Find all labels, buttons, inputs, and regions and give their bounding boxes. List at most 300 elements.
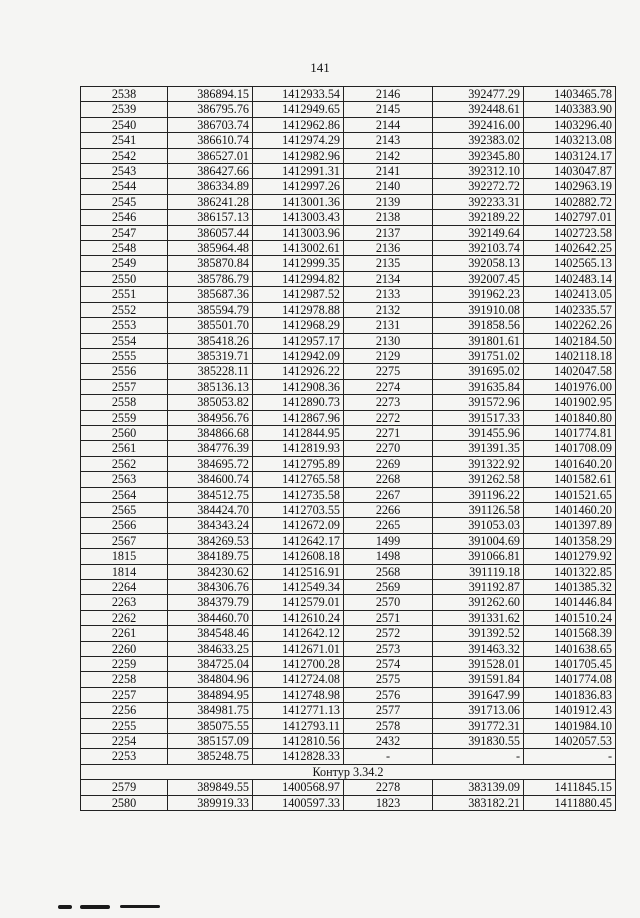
table-cell: 1412867.96 <box>253 410 344 425</box>
table-cell: 385418.26 <box>168 333 253 348</box>
table-cell: 2550 <box>81 271 168 286</box>
table-cell: 2269 <box>344 456 433 471</box>
table-cell: 385228.11 <box>168 364 253 379</box>
table-cell: 384981.75 <box>168 703 253 718</box>
table-cell: 1412771.13 <box>253 703 344 718</box>
table-cell: 392477.29 <box>433 87 524 102</box>
table-row <box>81 672 616 687</box>
table-cell: 1403296.40 <box>524 117 616 132</box>
coordinates-table-body-b <box>81 780 616 811</box>
table-cell: 385687.36 <box>168 287 253 302</box>
table-cell: 1413003.96 <box>253 225 344 240</box>
table-cell: 1413003.43 <box>253 210 344 225</box>
table-cell: 2132 <box>344 302 433 317</box>
table-cell: 2580 <box>81 795 168 810</box>
table-cell: 2256 <box>81 703 168 718</box>
table-cell: 2278 <box>344 780 433 795</box>
table-cell: 385501.70 <box>168 318 253 333</box>
table-cell: 1412890.73 <box>253 395 344 410</box>
table-cell: 1412700.28 <box>253 657 344 672</box>
table-row <box>81 164 616 179</box>
table-row <box>81 549 616 564</box>
table-row <box>81 718 616 733</box>
table-cell: 2272 <box>344 410 433 425</box>
table-cell: 384695.72 <box>168 456 253 471</box>
table-cell: 391391.35 <box>433 441 524 456</box>
table-row <box>81 271 616 286</box>
table-cell: 391119.18 <box>433 564 524 579</box>
table-cell: 2567 <box>81 533 168 548</box>
table-cell: 2131 <box>344 318 433 333</box>
table-cell: 2139 <box>344 194 433 209</box>
table-cell: 392345.80 <box>433 148 524 163</box>
table-cell: 385319.71 <box>168 348 253 363</box>
table-cell: 2268 <box>344 472 433 487</box>
table-cell: 383182.21 <box>433 795 524 810</box>
table-cell: 1412991.31 <box>253 164 344 179</box>
table-cell: 1402335.57 <box>524 302 616 317</box>
table-cell: 1412672.09 <box>253 518 344 533</box>
table-cell: 1401521.65 <box>524 487 616 502</box>
table-row <box>81 333 616 348</box>
section-header-row <box>81 764 616 779</box>
table-cell: 1412608.18 <box>253 549 344 564</box>
table-cell: - <box>524 749 616 764</box>
section-header-body <box>81 764 616 779</box>
table-cell: 1412957.17 <box>253 333 344 348</box>
table-cell: 1403124.17 <box>524 148 616 163</box>
table-cell: 2274 <box>344 379 433 394</box>
table-cell: 384460.70 <box>168 610 253 625</box>
table-cell: 1402184.50 <box>524 333 616 348</box>
table-cell: 392058.13 <box>433 256 524 271</box>
table-row <box>81 225 616 240</box>
table-cell: 1402963.19 <box>524 179 616 194</box>
table-cell: 384600.74 <box>168 472 253 487</box>
table-cell: 1412642.12 <box>253 626 344 641</box>
table-cell: 1401774.08 <box>524 672 616 687</box>
table-cell: 2549 <box>81 256 168 271</box>
table-cell: 2258 <box>81 672 168 687</box>
table-cell: 2551 <box>81 287 168 302</box>
table-cell: 384424.70 <box>168 502 253 517</box>
table-row <box>81 657 616 672</box>
table-cell: 1412997.26 <box>253 179 344 194</box>
table-row <box>81 626 616 641</box>
table-cell: 2571 <box>344 610 433 625</box>
table-cell: 2260 <box>81 641 168 656</box>
table-cell: 1412795.89 <box>253 456 344 471</box>
table-cell: 1412908.36 <box>253 379 344 394</box>
table-cell: 1412926.22 <box>253 364 344 379</box>
table-row <box>81 487 616 502</box>
table-cell: 384269.53 <box>168 533 253 548</box>
table-cell: 1401510.24 <box>524 610 616 625</box>
table-cell: 1412748.98 <box>253 687 344 702</box>
table-cell: 1412819.93 <box>253 441 344 456</box>
table-cell: 2543 <box>81 164 168 179</box>
table-cell: 2145 <box>344 102 433 117</box>
table-cell: 386334.89 <box>168 179 253 194</box>
table-cell: 1401640.20 <box>524 456 616 471</box>
table-cell: 1412974.29 <box>253 133 344 148</box>
table-cell: 2540 <box>81 117 168 132</box>
table-cell: 2136 <box>344 241 433 256</box>
table-cell: 1411880.45 <box>524 795 616 810</box>
table-cell: 1412933.54 <box>253 87 344 102</box>
table-cell: 391262.60 <box>433 595 524 610</box>
table-cell: 392103.74 <box>433 241 524 256</box>
table-row <box>81 87 616 102</box>
table-cell: 1412982.96 <box>253 148 344 163</box>
table-row <box>81 610 616 625</box>
coordinates-table-body-a <box>81 87 616 765</box>
table-cell: 2570 <box>344 595 433 610</box>
table-cell: 1412765.58 <box>253 472 344 487</box>
table-cell: 1412844.95 <box>253 425 344 440</box>
table-cell: 1402262.26 <box>524 318 616 333</box>
table-cell: 2140 <box>344 179 433 194</box>
table-cell: 386157.13 <box>168 210 253 225</box>
table-cell: 2542 <box>81 148 168 163</box>
table-cell: 386057.44 <box>168 225 253 240</box>
table-cell: 2565 <box>81 502 168 517</box>
table-cell: 2255 <box>81 718 168 733</box>
table-cell: 1402057.53 <box>524 734 616 749</box>
table-cell: 2267 <box>344 487 433 502</box>
table-cell: 391858.56 <box>433 318 524 333</box>
table-cell: 2556 <box>81 364 168 379</box>
table-cell: 389919.33 <box>168 795 253 810</box>
table-cell: 1412978.88 <box>253 302 344 317</box>
table-cell: 1823 <box>344 795 433 810</box>
table-cell: 2271 <box>344 425 433 440</box>
table-cell: 392312.10 <box>433 164 524 179</box>
table-cell: 1412962.86 <box>253 117 344 132</box>
table-cell: 391517.33 <box>433 410 524 425</box>
table-cell: 2134 <box>344 271 433 286</box>
table-cell: 2265 <box>344 518 433 533</box>
table-cell: 1412810.56 <box>253 734 344 749</box>
table-cell: 385157.09 <box>168 734 253 749</box>
table-cell: 391772.31 <box>433 718 524 733</box>
table-row <box>81 256 616 271</box>
table-cell: 391713.06 <box>433 703 524 718</box>
table-cell: 1402723.58 <box>524 225 616 240</box>
table-cell: 2579 <box>81 780 168 795</box>
table-cell: 391392.52 <box>433 626 524 641</box>
table-cell: 385075.55 <box>168 718 253 733</box>
table-cell: 1412968.29 <box>253 318 344 333</box>
table-cell: 2141 <box>344 164 433 179</box>
table-cell: 1814 <box>81 564 168 579</box>
table-cell: 386795.76 <box>168 102 253 117</box>
table-row <box>81 518 616 533</box>
table-cell: 385136.13 <box>168 379 253 394</box>
table-cell: 1402797.01 <box>524 210 616 225</box>
table-cell: 1411845.15 <box>524 780 616 795</box>
table-cell: 1412549.34 <box>253 580 344 595</box>
table-cell: 1402565.13 <box>524 256 616 271</box>
table-cell: 391910.08 <box>433 302 524 317</box>
table-cell: 391572.96 <box>433 395 524 410</box>
coordinates-table <box>80 86 616 811</box>
table-cell: 2259 <box>81 657 168 672</box>
table-cell: 391262.58 <box>433 472 524 487</box>
table-cell: 391066.81 <box>433 549 524 564</box>
table-cell: 384379.79 <box>168 595 253 610</box>
table-cell: 2574 <box>344 657 433 672</box>
table-cell: 1401774.81 <box>524 425 616 440</box>
table-cell: 2577 <box>344 703 433 718</box>
section-title: Контур 3.34.2 <box>81 764 616 779</box>
table-cell: 1402413.05 <box>524 287 616 302</box>
table-cell: 384548.46 <box>168 626 253 641</box>
table-cell: 1401446.84 <box>524 595 616 610</box>
table-cell: 1412949.65 <box>253 102 344 117</box>
table-row <box>81 703 616 718</box>
table-cell: 1412987.52 <box>253 287 344 302</box>
table-cell: 1412703.55 <box>253 502 344 517</box>
table-cell: 1412642.17 <box>253 533 344 548</box>
table-cell: 1402882.72 <box>524 194 616 209</box>
table-cell: 1412610.24 <box>253 610 344 625</box>
table-cell: 1401836.83 <box>524 687 616 702</box>
table-cell: 384189.75 <box>168 549 253 564</box>
table-cell: 392272.72 <box>433 179 524 194</box>
table-cell: 392189.22 <box>433 210 524 225</box>
table-cell: 391591.84 <box>433 672 524 687</box>
table-cell: 384866.68 <box>168 425 253 440</box>
table-cell: 1401912.43 <box>524 703 616 718</box>
table-cell: 385594.79 <box>168 302 253 317</box>
table-cell: 2137 <box>344 225 433 240</box>
table-cell: 1412724.08 <box>253 672 344 687</box>
table-cell: 392416.00 <box>433 117 524 132</box>
table-cell: 2130 <box>344 333 433 348</box>
table-cell: 391647.99 <box>433 687 524 702</box>
table-cell: 2129 <box>344 348 433 363</box>
table-cell: 1412994.82 <box>253 271 344 286</box>
table-row <box>81 441 616 456</box>
table-cell: 383139.09 <box>433 780 524 795</box>
table-cell: 385248.75 <box>168 749 253 764</box>
table-row <box>81 795 616 810</box>
table-cell: - <box>433 749 524 764</box>
table-cell: 1499 <box>344 533 433 548</box>
table-cell: 391751.02 <box>433 348 524 363</box>
table-cell: 2552 <box>81 302 168 317</box>
table-row <box>81 734 616 749</box>
table-cell: 2547 <box>81 225 168 240</box>
table-cell: 2538 <box>81 87 168 102</box>
table-cell: 2554 <box>81 333 168 348</box>
table-row <box>81 595 616 610</box>
table-cell: 2143 <box>344 133 433 148</box>
table-cell: 391322.92 <box>433 456 524 471</box>
table-cell: 2561 <box>81 441 168 456</box>
table-cell: 2257 <box>81 687 168 702</box>
table-cell: 2261 <box>81 626 168 641</box>
table-row <box>81 395 616 410</box>
table-cell: 2559 <box>81 410 168 425</box>
table-cell: 2560 <box>81 425 168 440</box>
table-cell: 389849.55 <box>168 780 253 795</box>
table-cell: 386527.01 <box>168 148 253 163</box>
table-cell: 2146 <box>344 87 433 102</box>
table-cell: 384956.76 <box>168 410 253 425</box>
table-cell: 1412671.01 <box>253 641 344 656</box>
table-cell: 386894.15 <box>168 87 253 102</box>
table-cell: 2562 <box>81 456 168 471</box>
table-cell: 391053.03 <box>433 518 524 533</box>
table-cell: 392149.64 <box>433 225 524 240</box>
table-cell: 391126.58 <box>433 502 524 517</box>
table-cell: 2541 <box>81 133 168 148</box>
table-cell: 2569 <box>344 580 433 595</box>
table-cell: 391196.22 <box>433 487 524 502</box>
table-cell: 2264 <box>81 580 168 595</box>
table-cell: 1412999.35 <box>253 256 344 271</box>
table-cell: 2262 <box>81 610 168 625</box>
table-row <box>81 194 616 209</box>
table-cell: 386610.74 <box>168 133 253 148</box>
table-cell: 391635.84 <box>433 379 524 394</box>
table-cell: 385053.82 <box>168 395 253 410</box>
table-cell: 1401397.89 <box>524 518 616 533</box>
table-cell: 391695.02 <box>433 364 524 379</box>
table-cell: 391455.96 <box>433 425 524 440</box>
table-cell: 2135 <box>344 256 433 271</box>
table-cell: 1401568.39 <box>524 626 616 641</box>
table-cell: 384725.04 <box>168 657 253 672</box>
table-cell: 2270 <box>344 441 433 456</box>
table-row <box>81 502 616 517</box>
table-cell: 384343.24 <box>168 518 253 533</box>
table-cell: 2564 <box>81 487 168 502</box>
table-cell: 1402118.18 <box>524 348 616 363</box>
table-cell: 391192.87 <box>433 580 524 595</box>
table-cell: 1401460.20 <box>524 502 616 517</box>
table-row <box>81 287 616 302</box>
table-cell: 1401976.00 <box>524 379 616 394</box>
table-cell: 1401385.32 <box>524 580 616 595</box>
table-row <box>81 533 616 548</box>
table-cell: 1401708.09 <box>524 441 616 456</box>
table-cell: 386427.66 <box>168 164 253 179</box>
table-cell: 1401705.45 <box>524 657 616 672</box>
table-cell: 1498 <box>344 549 433 564</box>
table-cell: 2558 <box>81 395 168 410</box>
page-number: 141 <box>310 60 330 75</box>
table-cell: 1412516.91 <box>253 564 344 579</box>
table-cell: 2263 <box>81 595 168 610</box>
table-cell: 391962.23 <box>433 287 524 302</box>
table-cell: 2555 <box>81 348 168 363</box>
table-row <box>81 780 616 795</box>
table-row <box>81 472 616 487</box>
scan-artifact <box>58 905 72 909</box>
table-row <box>81 425 616 440</box>
table-cell: 1401582.61 <box>524 472 616 487</box>
table-cell: 392007.45 <box>433 271 524 286</box>
table-cell: 2432 <box>344 734 433 749</box>
table-row <box>81 749 616 764</box>
table-cell: 1412735.58 <box>253 487 344 502</box>
table-cell: 1413001.36 <box>253 194 344 209</box>
table-cell: 2575 <box>344 672 433 687</box>
table-cell: 2546 <box>81 210 168 225</box>
table-cell: 1403047.87 <box>524 164 616 179</box>
table-cell: 2253 <box>81 749 168 764</box>
table-row <box>81 102 616 117</box>
table-cell: 1412793.11 <box>253 718 344 733</box>
table-cell: 2553 <box>81 318 168 333</box>
table-cell: 391331.62 <box>433 610 524 625</box>
table-row <box>81 210 616 225</box>
table-cell: 1413002.61 <box>253 241 344 256</box>
table-cell: 384894.95 <box>168 687 253 702</box>
table-cell: 2133 <box>344 287 433 302</box>
table-cell: 2539 <box>81 102 168 117</box>
table-cell: 2273 <box>344 395 433 410</box>
table-cell: 391830.55 <box>433 734 524 749</box>
table-row <box>81 456 616 471</box>
table-row <box>81 687 616 702</box>
table-row <box>81 318 616 333</box>
table-cell: 1402483.14 <box>524 271 616 286</box>
table-cell: 2544 <box>81 179 168 194</box>
table-cell: 385964.48 <box>168 241 253 256</box>
table-row <box>81 348 616 363</box>
table-row <box>81 148 616 163</box>
table-cell: 384633.25 <box>168 641 253 656</box>
table-cell: 385786.79 <box>168 271 253 286</box>
table-cell: 2566 <box>81 518 168 533</box>
table-cell: 391528.01 <box>433 657 524 672</box>
table-cell: 1403383.90 <box>524 102 616 117</box>
table-row <box>81 410 616 425</box>
table-row <box>81 117 616 132</box>
table-cell: 2254 <box>81 734 168 749</box>
scan-artifact <box>80 905 110 909</box>
table-row <box>81 641 616 656</box>
scan-artifact <box>120 905 160 908</box>
table-cell: 1400597.33 <box>253 795 344 810</box>
table-row <box>81 302 616 317</box>
table-cell: 2142 <box>344 148 433 163</box>
table-cell: 1401984.10 <box>524 718 616 733</box>
table-cell: 2557 <box>81 379 168 394</box>
table-cell: 392383.02 <box>433 133 524 148</box>
table-cell: 2545 <box>81 194 168 209</box>
table-cell: 2563 <box>81 472 168 487</box>
table-cell: 2548 <box>81 241 168 256</box>
table-cell: 392448.61 <box>433 102 524 117</box>
table-cell: 386703.74 <box>168 117 253 132</box>
table-row <box>81 179 616 194</box>
table-cell: 1401840.80 <box>524 410 616 425</box>
table-cell: 2572 <box>344 626 433 641</box>
table-cell: 385870.84 <box>168 256 253 271</box>
table-cell: 2576 <box>344 687 433 702</box>
table-cell: 391463.32 <box>433 641 524 656</box>
table-row <box>81 580 616 595</box>
table-cell: 2568 <box>344 564 433 579</box>
table-cell: 1412942.09 <box>253 348 344 363</box>
table-cell: 1401358.29 <box>524 533 616 548</box>
table-cell: 2275 <box>344 364 433 379</box>
